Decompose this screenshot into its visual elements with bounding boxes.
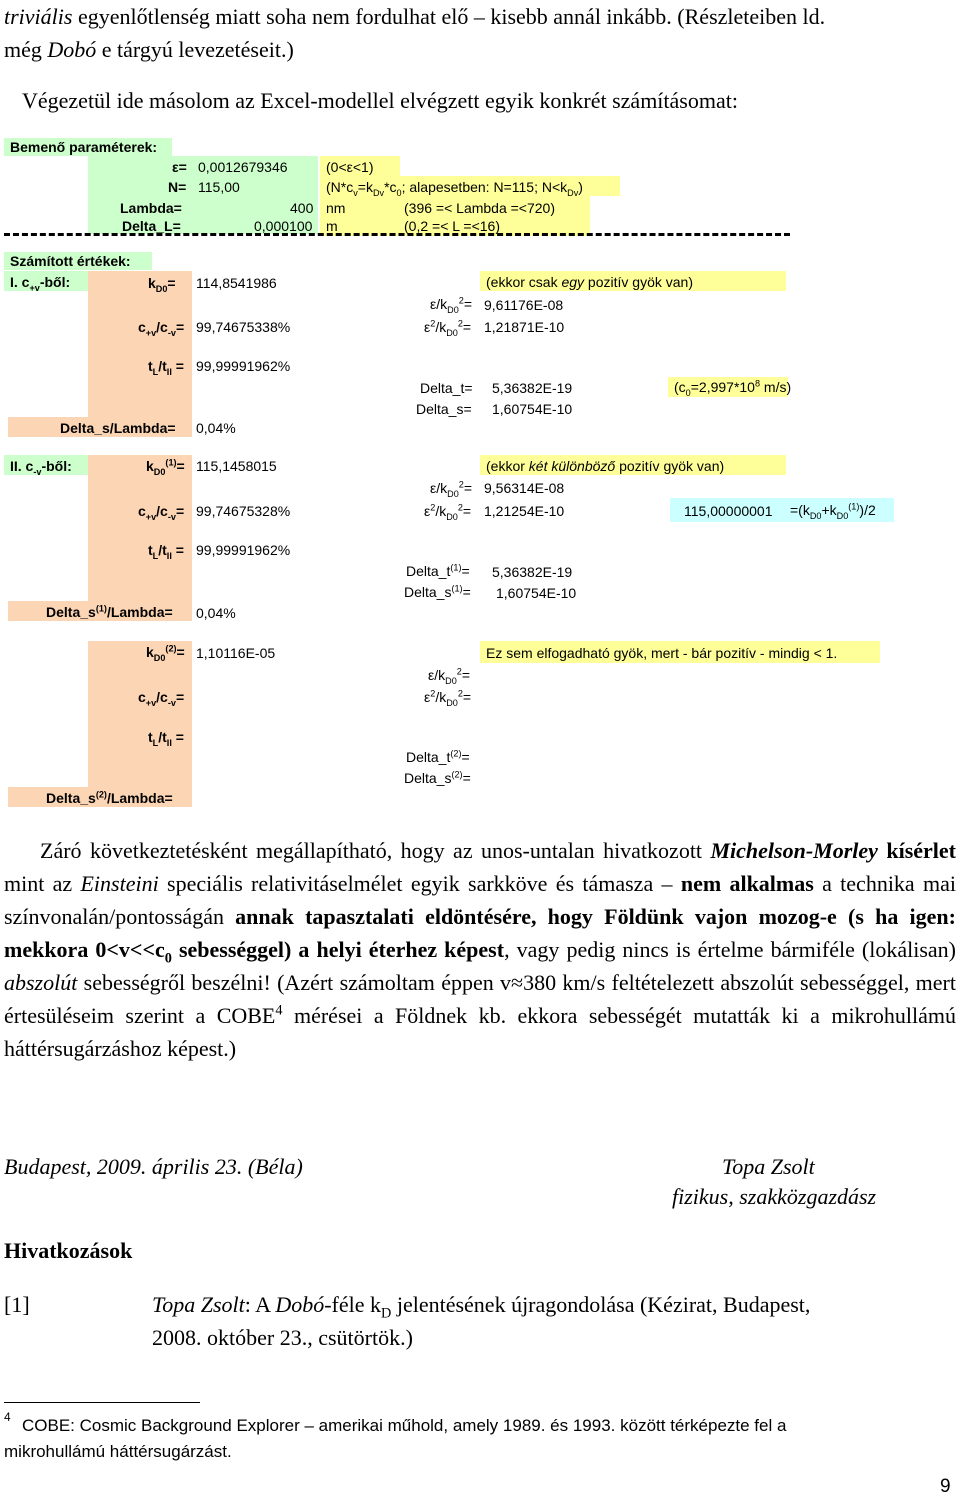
s3-ds-label: $Delta\_s^{(2)}=$ [404, 769, 471, 786]
s1-c-value: 99,74675338% [196, 319, 291, 335]
n-label: N= [168, 179, 187, 195]
s2-ds-value: 1,60754E-10 [496, 585, 577, 601]
s1-dsl-label: Delta_s/Lambda= [60, 420, 176, 436]
author-name: Topa Zsolt [722, 1154, 815, 1179]
intro-line-1 [4, 0, 825, 33]
s2-c-label: $c_{+v}/c_{-v}=$ [138, 503, 185, 522]
s1-eps-k-value: 9,61176E-08 [484, 297, 564, 313]
s2-eps-k-label: $\varepsilon/k_{D0}^2=$ [430, 479, 473, 499]
s1-c0-note: ($c_0=2,997*10^8$ m/s) [674, 378, 792, 398]
s2-ds-label: $Delta\_s^{(1)}=$ [404, 583, 471, 600]
deltal-label: Delta_L= [122, 218, 181, 234]
lambda-value: 400 [290, 200, 314, 216]
s2-dt-value: 5,36382E-19 [492, 564, 573, 580]
footnote-line-2: mikrohullámú háttérsugárzást. [4, 1442, 232, 1461]
intro-text: e tárgyú levezetéseit.) [96, 37, 294, 62]
deltal-unit: m [326, 218, 338, 234]
s2-c-value: 99,74675328% [196, 503, 291, 519]
s1-title: I. $c_{+v}$-ből: [10, 274, 71, 293]
author-title: fizikus, szakközgazdász [672, 1184, 877, 1209]
intro-line-2 [4, 33, 294, 66]
s1-k-label: $k_{D0}=$ [148, 275, 176, 294]
separator-dashed [4, 233, 790, 236]
s2-t-value: 99,99991962% [196, 542, 291, 558]
s1-t-value: 99,99991962% [196, 358, 291, 374]
s3-dsl-label: $Delta\_s^{(2)}/Lambda=$ [46, 789, 173, 806]
s1-dt-label: Delta_t= [420, 380, 473, 396]
s3-labels-bg [88, 641, 192, 807]
s1-eps-k-label: $\varepsilon/k_{D0}^2=$ [430, 295, 473, 315]
s2-avg-value: 115,00000001 [684, 503, 773, 519]
s2-title: II. $c_{-v}$-ből: [10, 458, 72, 477]
s2-k-value: 115,1458015 [196, 458, 277, 474]
eps-label: ε= [172, 159, 187, 175]
reference-1-line-2: 2008. október 23., csütörtök.) [152, 1325, 413, 1350]
s1-dt-value: 5,36382E-19 [492, 380, 573, 396]
s2-labels-bg [88, 455, 192, 621]
s1-eps2-value: 1,21871E-10 [484, 319, 565, 335]
s1-labels-bg [88, 271, 192, 437]
references-heading: Hivatkozások [4, 1238, 133, 1263]
intro-text: egyenlőtlenség miatt soha nem fordulhat elő – kisebb annál inkább. (Részleteiben ld. [72, 4, 826, 29]
s2-dt-label: $Delta\_t^{(1)}=$ [406, 562, 470, 579]
s3-eps-k-label: $\varepsilon/k_{D0}^2=$ [428, 666, 471, 686]
s1-t-label: $t_L/t_{II}$ = [148, 358, 184, 377]
s3-t-label: $t_L/t_{II}$ = [148, 729, 184, 748]
s2-avg-formula: $=(k_{D0}+k_{D0}^{(1)})/2$ [790, 501, 876, 521]
s1-c-label: $c_{+v}/c_{-v}=$ [138, 319, 185, 338]
inputs-header: Bemenő paraméterek: [10, 139, 158, 155]
s1-dsl-value: 0,04% [196, 420, 236, 436]
s1-ds-label: Delta_s= [416, 401, 472, 417]
n-note: ($N*c_v=k_{Dv}*c_0$; alapesetben: N=115; $N<k_{Dv}$) [326, 179, 583, 198]
s3-dt-label: $Delta\_t^{(2)}=$ [406, 748, 470, 765]
s3-k-label: $k_{D0}^{(2)}=$ [146, 643, 185, 663]
page-number: 9 [940, 1476, 951, 1497]
reference-1-number: [1] [4, 1292, 30, 1317]
conclusion-paragraph: Záró következtetésként megállapítható, hogy az unos-untalan hivatkozott Michelson-Morley kísérlet mint az Einsteini speciális relativitáselmélet egyik sarkköve és támasza – nem alkalmas a technika mai színvonalán/pontosságán annak tapasztalati eldöntésére, hogy Földünk vajon mozog-e (s ha igen: mekkora $0<v<<c_0$ sebességgel) a helyi éterhez képest, vagy pedig nincs is értelme bármiféle (lokálisan) abszolút sebességről beszélni! (Azért számoltam éppen v≈380 km/s feltételezett abszolút sebességgel, mert értesüléseim szerint a COBE$^4$ mérései a Földnek kb. ekkora sebességét mutatták ki a mikrohullámú háttérsugárzáshoz képest.) [4, 838, 956, 1061]
footnote-number: 4 [4, 1410, 11, 1424]
computed-header: Számított értékek: [10, 253, 131, 269]
s3-c-label: $c_{+v}/c_{-v}=$ [138, 689, 185, 708]
s2-eps2-value: 1,21254E-10 [484, 503, 565, 519]
lambda-label: Lambda= [120, 200, 182, 216]
s2-eps-k-value: 9,56314E-08 [484, 480, 565, 496]
intro-italic-term: triviális [4, 4, 73, 29]
s1-ds-value: 1,60754E-10 [492, 401, 573, 417]
michelson-morley: Michelson-Morley [710, 838, 878, 863]
footnote-rule [4, 1402, 200, 1403]
s1-k-note: (ekkor csak egy pozitív gyök van) [486, 274, 693, 290]
s2-dsl-value: 0,04% [196, 605, 236, 621]
deltal-value: 0,000100 [254, 218, 313, 234]
footnote-line-1: COBE: Cosmic Background Explorer – amerikai műhold, amely 1989. és 1993. között térképezte fel a [22, 1416, 787, 1435]
s3-eps2-label: $\varepsilon^2/k_{D0}^2=$ [424, 688, 472, 708]
s2-eps2-label: $\varepsilon^2/k_{D0}^2=$ [424, 502, 472, 522]
eps-note: (0<ε<1) [326, 159, 374, 175]
intro-text: még [4, 37, 48, 62]
intro-line-3: Végezetül ide másolom az Excel-modellel elvégzett egyik konkrét számításomat: [22, 88, 738, 113]
intro-italic-name: Dobó [47, 37, 97, 62]
lambda-unit: nm [326, 200, 346, 216]
place-date: Budapest, 2009. április 23. (Béla) [4, 1154, 303, 1179]
s3-k-value: 1,10116E-05 [196, 645, 276, 661]
s2-k-note: (ekkor két különböző pozitív gyök van) [486, 458, 725, 474]
s2-dsl-label: $Delta\_s^{(1)}/Lambda=$ [46, 603, 173, 620]
s1-k-value: 114,8541986 [196, 275, 277, 291]
reference-1-line-1: Topa Zsolt: A Dobó-féle $k_D$ jelentésének újragondolása (Kézirat, Budapest, [152, 1292, 811, 1322]
eps-value: 0,0012679346 [198, 159, 288, 175]
s3-k-note: Ez sem elfogadható gyök, mert - bár pozitív - mindig < 1. [486, 645, 838, 661]
s1-eps2-label: $\varepsilon^2/k_{D0}^2=$ [424, 318, 472, 338]
lambda-note: (396 =< Lambda =<720) [404, 200, 556, 216]
s2-t-label: $t_L/t_{II}$ = [148, 542, 184, 561]
n-value: 115,00 [198, 179, 240, 195]
deltal-note: (0,2 =< L =<16) [404, 218, 500, 234]
s2-k-label: $k_{D0}^{(1)}=$ [146, 457, 185, 477]
